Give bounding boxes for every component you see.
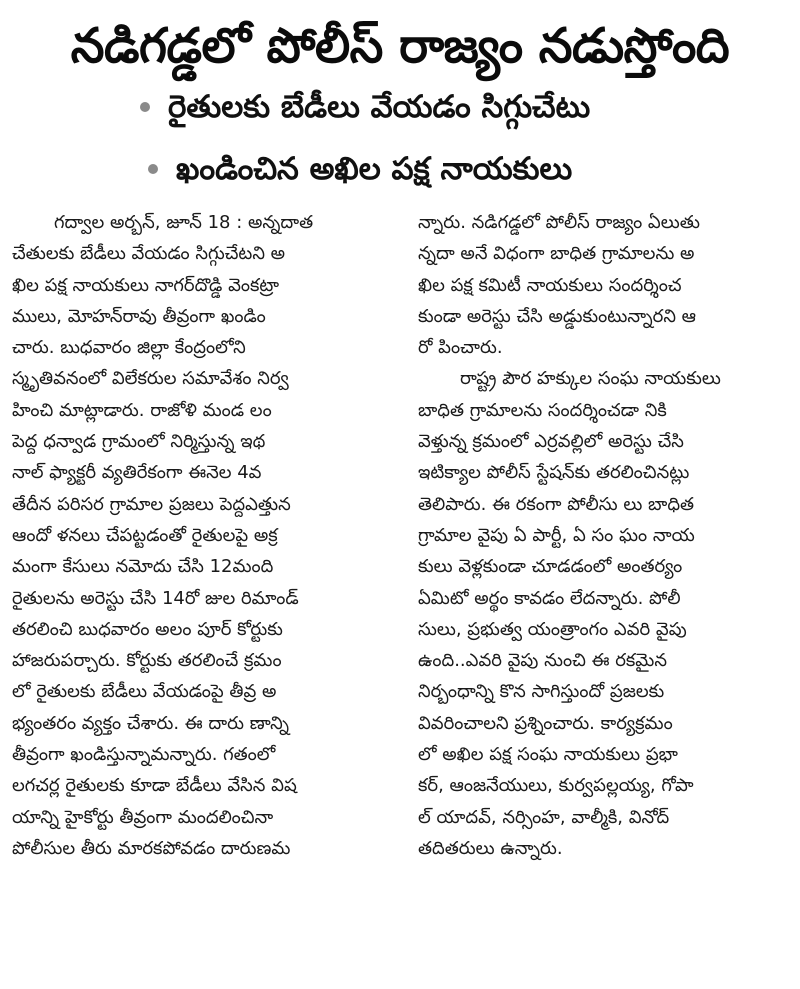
article-line: పెద్ద ధన్వాడ గ్రామంలో నిర్మిస్తున్న ఇథ xyxy=(12,431,266,453)
article-line: చేతులకు బేడీలు వేయడం సిగ్గుచేటని అ xyxy=(12,243,286,265)
article-line: ఖిల పక్ష కమిటీ నాయకులు సందర్శించ xyxy=(418,274,682,296)
article-line: నిర్బంధాన్ని కొన సాగిస్తుందో ప్రజలకు xyxy=(418,681,665,703)
article-column-left xyxy=(12,207,398,982)
article-column-right xyxy=(418,207,790,982)
article-line: మంగా కేసులు నమోదు చేసి 12మంది xyxy=(12,556,274,578)
article-line: గ్రామాల వైపు ఏ పార్టీ, ఏ సం ఘం నాయ xyxy=(418,524,695,546)
bullet-dot-icon xyxy=(140,102,150,112)
article-line: చారు. బుధవారం జిల్లా కేంద్రంలోని xyxy=(12,337,246,359)
article-line: ఇటిక్యాల పోలీస్ స్టేషన్‌కు తరలించినట్లు xyxy=(418,462,690,484)
article-line: సులు, ప్రభుత్వ యంత్రాంగం ఎవరి వైపు xyxy=(418,618,687,640)
article-line: హాజరుపర్చారు. కోర్టుకు తరలించే క్రమం xyxy=(12,650,282,672)
article-line: కులు వెళ్లకుండా చూడడంలో అంతర్యం xyxy=(418,556,683,578)
article-line: కుండా అరెస్టు చేసి అడ్డుకుంటున్నారని ఆ xyxy=(418,305,697,327)
subheading-2-text: ఖండించిన అఖిల పక్ష నాయకులు xyxy=(176,150,573,187)
subheading-1-text: రైతులకు బేడీలు వేయడం సిగ్గుచేటు xyxy=(168,88,591,125)
article-line: ల్ యాదవ్, నర్సింహ, వాల్మీకి, వినోద్ xyxy=(418,806,670,828)
article-line: ఖిల పక్ష నాయకులు నాగర్‌దొడ్డి వెంకట్రా xyxy=(12,274,280,296)
article-line: ఉంది..ఎవరి వైపు నుంచి ఈ రకమైన xyxy=(418,650,667,672)
article-line: వెళ్తున్న క్రమంలో ఎర్రవల్లిలో అరెస్టు చేసి xyxy=(418,431,684,453)
headline: నడిగడ్డలో పోలీస్ రాజ్యం నడుస్తోంది xyxy=(70,18,730,74)
article-line: లో అఖిల పక్ష సంఘ నాయకులు ప్రభా xyxy=(418,744,678,766)
article-line: ములు, మోహన్‌రావు తీవ్రంగా ఖండిం xyxy=(12,305,266,327)
article-line: రాష్ట్ర పౌర హక్కుల సంఘ నాయకులు xyxy=(460,368,721,390)
article-line: బాధిత గ్రామాలను సందర్శించడా నికి xyxy=(418,399,667,421)
article-line: న్నారు. నడిగడ్డలో పోలీస్ రాజ్యం ఏలుతు xyxy=(418,212,700,233)
article-line: తేదీన పరిసర గ్రామాల ప్రజలు పెద్దఎత్తున xyxy=(12,493,291,515)
article-line: లగచర్ల రైతులకు కూడా బేడీలు వేసిన విష xyxy=(12,775,297,797)
article-line: యాన్ని హైకోర్టు తీవ్రంగా మందలించినా xyxy=(12,806,274,828)
article-line: ఏమిటో అర్థం కావడం లేదన్నారు. పోలీ xyxy=(418,587,681,609)
article-line: స్మృతివనంలో విలేకరుల సమావేశం నిర్వ xyxy=(12,368,289,390)
article-line: న్నదా అనే విధంగా బాధిత గ్రామాలను అ xyxy=(418,243,695,265)
article-line: నాల్ ఫ్యాక్టరీ వ్యతిరేకంగా ఈనెల 4వ xyxy=(12,462,262,484)
subheading-1 xyxy=(140,84,590,130)
article-line: పోలీసుల తీరు మారకపోవడం దారుణమ xyxy=(12,837,291,859)
article-line: కర్, ఆంజనేయులు, కుర్వపల్లయ్య, గోపా xyxy=(418,775,694,797)
article-line: లో రైతులకు బేడీలు వేయడంపై తీవ్ర అ xyxy=(12,681,277,703)
article-line: రైతులను అరెస్టు చేసి 14రో జుల రిమాండ్ xyxy=(12,587,299,609)
article-line: తదితరులు ఉన్నారు. xyxy=(418,837,563,859)
article-line: భ్యంతరం వ్యక్తం చేశారు. ఈ దారు ణాన్ని xyxy=(12,712,289,734)
article-line: హించి మాట్లాడారు. రాజోళి మండ లం xyxy=(12,399,272,421)
subheading-2 xyxy=(148,146,572,192)
article-line: రో పించారు. xyxy=(418,337,503,359)
bullet-dot-icon xyxy=(148,164,158,174)
article-line: తరలించి బుధవారం అలం పూర్ కోర్టుకు xyxy=(12,618,283,640)
article-line: తెలిపారు. ఈ రకంగా పోలీసు లు బాధిత xyxy=(418,493,695,515)
article-line: ఆందో ళనలు చేపట్టడంతో రైతులపై అక్ర xyxy=(12,524,278,546)
article-line: వివరించాలని ప్రశ్నించారు. కార్యక్రమం xyxy=(418,712,673,734)
article-line: గద్వాల అర్బన్, జూన్ 18 : అన్నదాత xyxy=(54,212,314,233)
article-line: తీవ్రంగా ఖండిస్తున్నామన్నారు. గతంలో xyxy=(12,744,276,766)
